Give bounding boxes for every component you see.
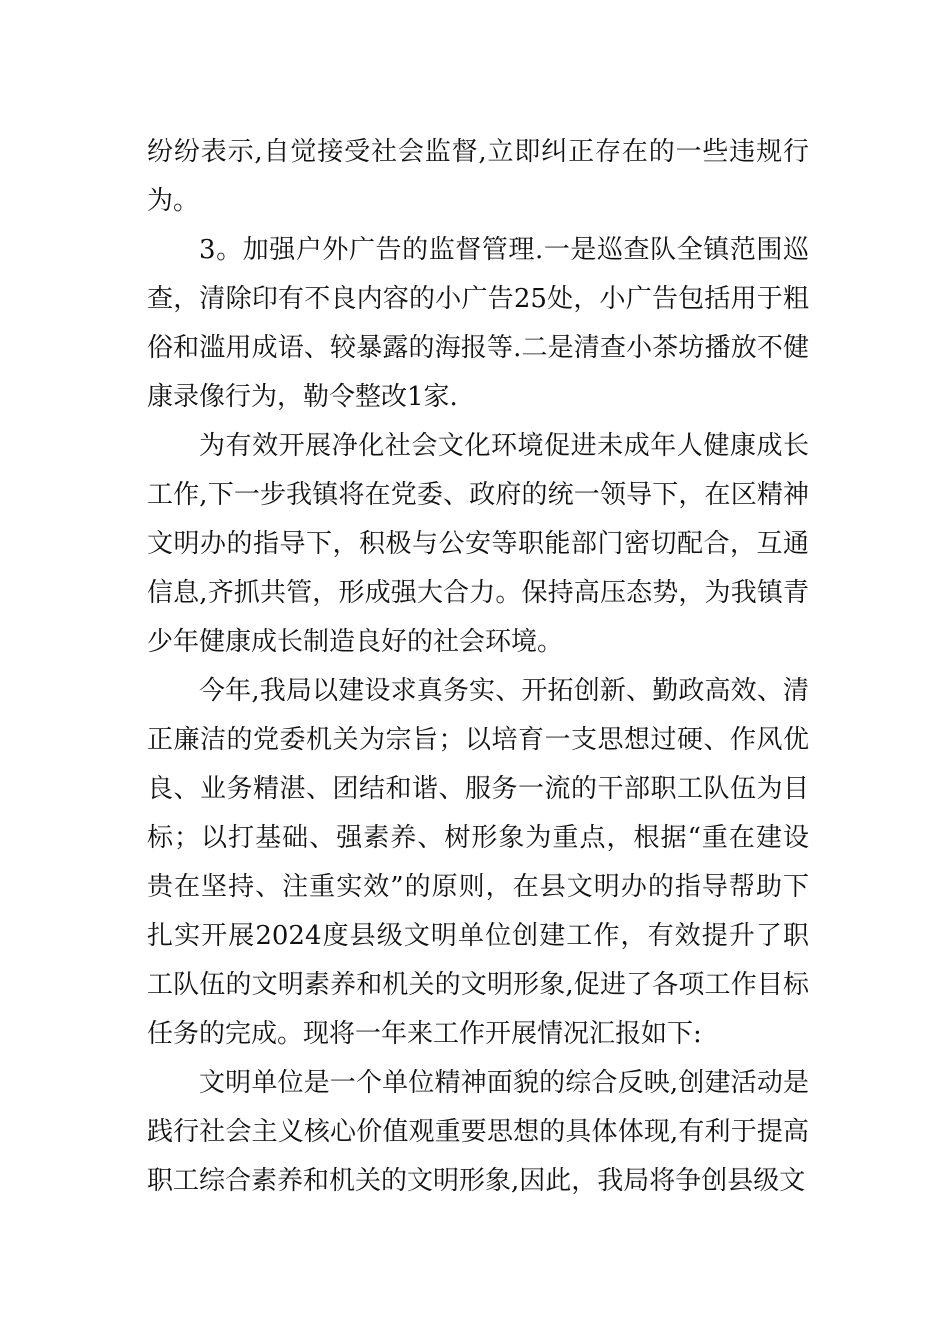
document-body xyxy=(147,128,809,1206)
paragraph-continuation: 纷纷表示,自觉接受社会监督,立即纠正存在的一些违规行为。 xyxy=(147,137,809,216)
paragraph-civilized-unit: 文明单位是一个单位精神面貌的综合反映,创建活动是践行社会主义核心价值观重要思想的具体体现,有利于提高职工综合素养和机关的文明形象,因此，我局将争创县级文 xyxy=(147,1068,809,1196)
paragraph-outdoor-ads: 3。加强户外广告的监督管理.一是巡查队全镇范围巡查，清除印有不良内容的小广告25处，小广告包括用于粗俗和滥用成语、较暴露的海报等.二是清查小茶坊播放不健康录像行为，勒令整改1家. xyxy=(147,235,809,412)
paragraph-next-steps: 为有效开展净化社会文化环境促进未成年人健康成长工作,下一步我镇将在党委、政府的统一领导下，在区精神文明办的指导下，积极与公安等职能部门密切配合，互通信息,齐抓共管，形成强大合力。保持高压态势，为我镇青少年健康成长制造良好的社会环境。 xyxy=(147,431,809,657)
paragraph-annual-summary: 今年,我局以建设求真务实、开拓创新、勤政高效、清正廉洁的党委机关为宗旨；以培育一支思想过硬、作风优良、业务精湛、团结和谐、服务一流的干部职工队伍为目标；以打基础、强素养、树形象为重点，根据“重在建设贵在坚持、注重实效”的原则，在县文明办的指导帮助下扎实开展2024度县级文明单位创建工作，有效提升了职工队伍的文明素养和机关的文明形象,促进了各项工作目标任务的完成。现将一年来工作开展情况汇报如下: xyxy=(147,676,809,1049)
